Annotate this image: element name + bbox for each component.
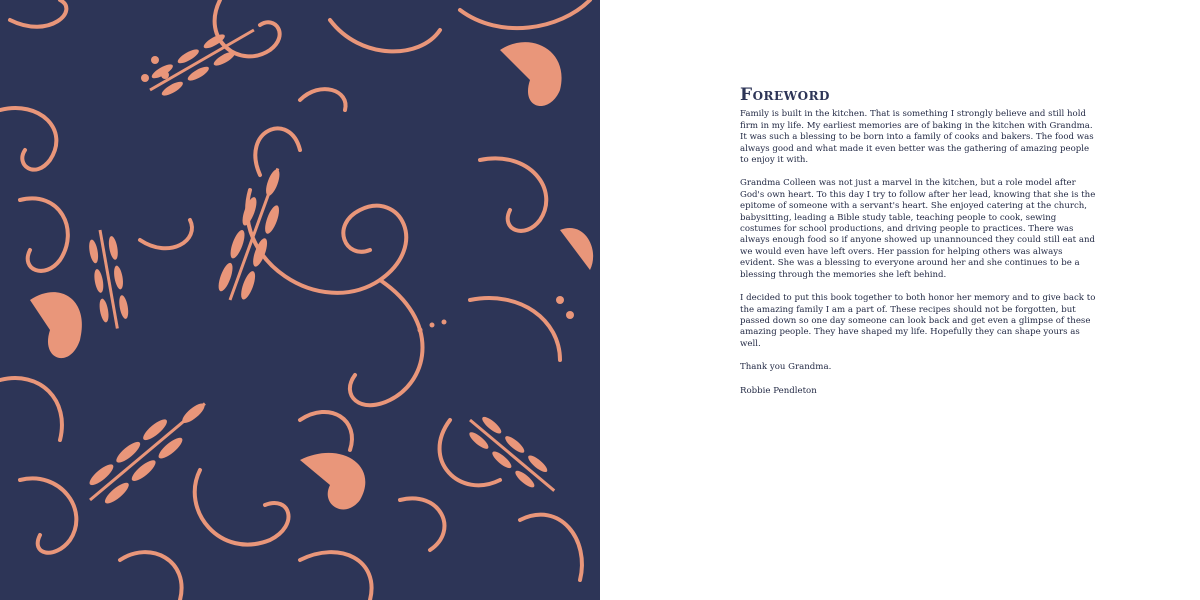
paragraph: Family is built in the kitchen. That is something I strongly believe and still hold firm in my life. My earliest memories are of baking in the kitchen with Grandma. It was such a blessing to be born into a family of cooks and bakers. The food was always good and what made it even better was the gathering of amazing people to enjoy it with. bbox=[740, 109, 1094, 166]
foreword-page bbox=[600, 0, 1200, 600]
foreword-title: Foreword bbox=[740, 85, 830, 105]
signature-name: Robbie Pendleton bbox=[740, 385, 817, 396]
foreword-text bbox=[740, 85, 1100, 409]
paragraph: I decided to put this book together to both honor her memory and to give back to the amazing family I am a part of. These recipes should not be forgotten, but passed down so one day someone can look back and get even a glimpse of these amazing people. They have shaped my life. Hopefully they can shape yours as well. bbox=[740, 293, 1096, 349]
paragraph: Grandma Colleen was not just a marvel in the kitchen, but a role model after God's own heart. To this day I try to follow after her lead, knowing that she is the epitome of someone with a servant's heart. She enjoyed catering at the church, babysitting, leading a Bible study table, teaching people to cook, sewing costumes for school productions, and driving people to practices. There was always enough food so if anyone showed up unannounced they could still eat and we would even have left overs. Her passion for helping others was always evident. She was a blessing to everyone around her and she continues to be a blessing through the memories she left behind. bbox=[740, 178, 1096, 280]
closing-line: Thank you Grandma. bbox=[740, 362, 832, 373]
